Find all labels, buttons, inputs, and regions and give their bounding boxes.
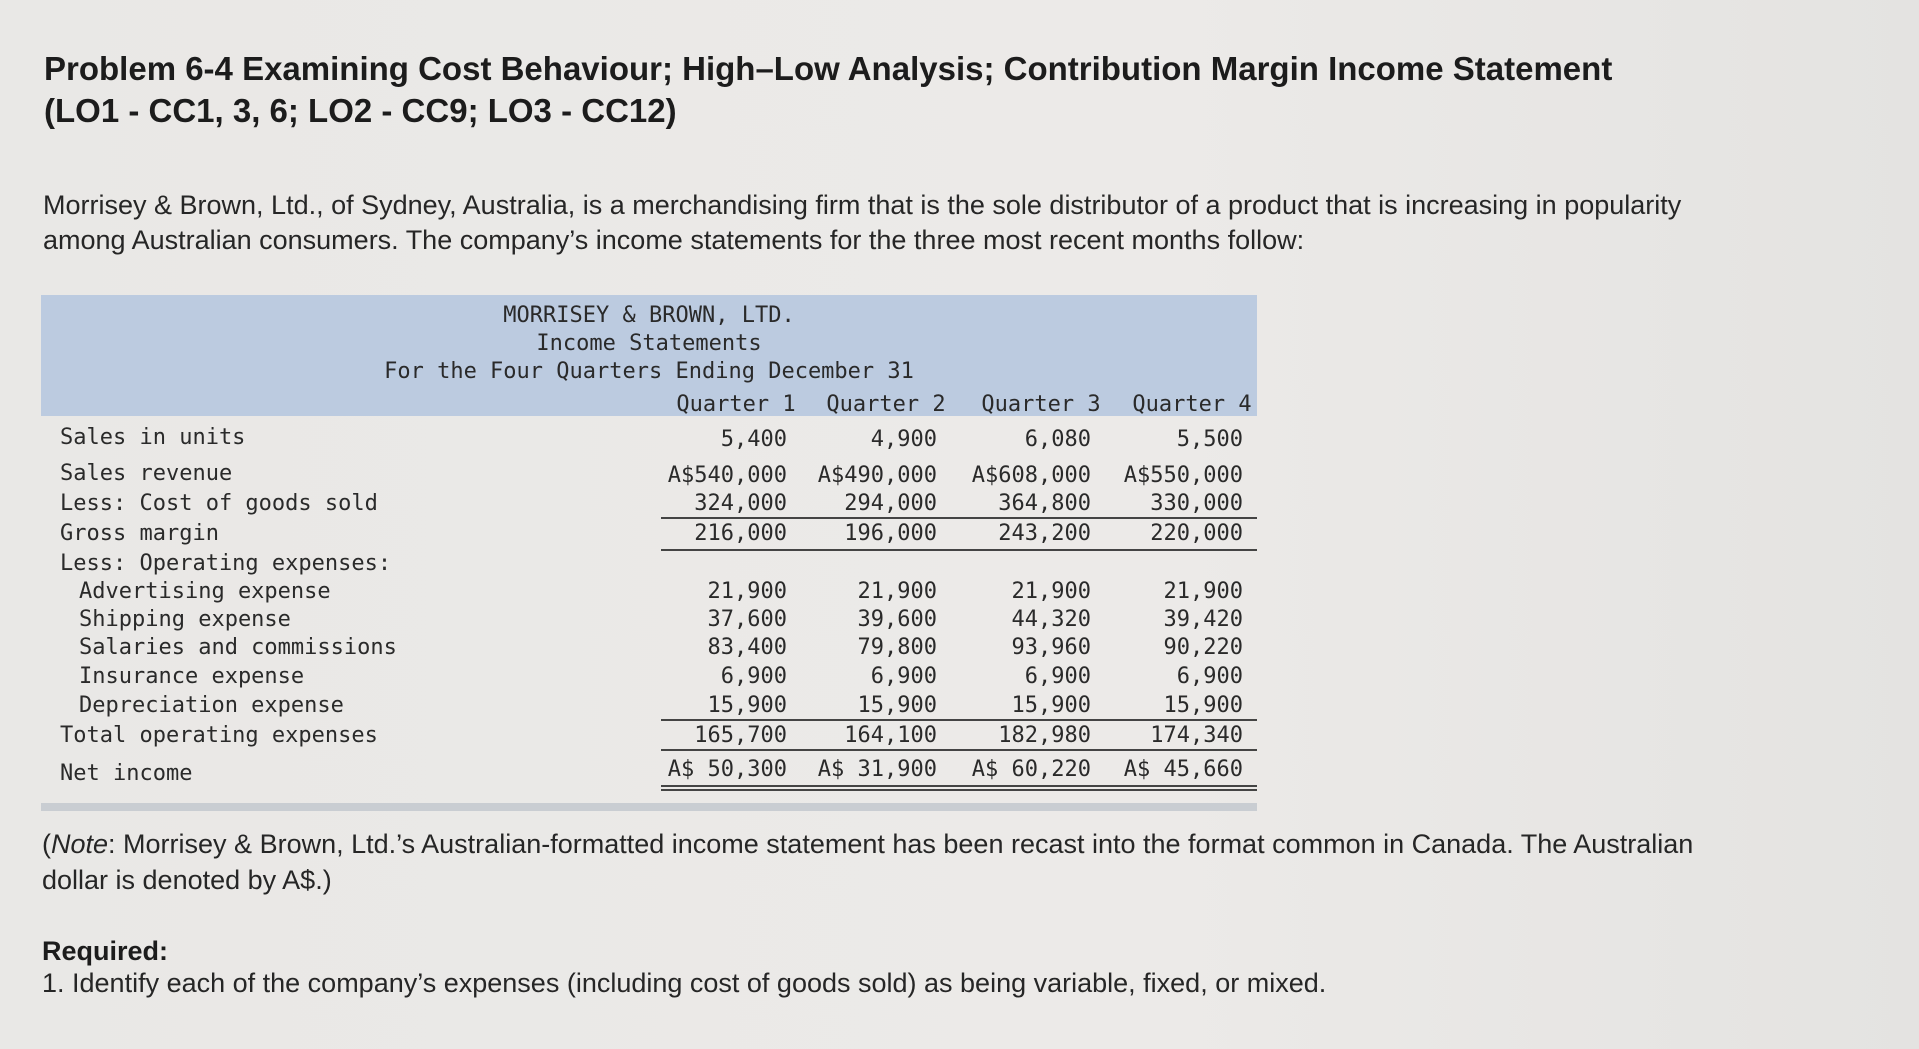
- table-cell: 182,980: [998, 723, 1091, 748]
- table-cell: 90,220: [1163, 635, 1243, 660]
- row-label-shipping: Shipping expense: [79, 607, 291, 632]
- table-cell: 4,900: [870, 427, 937, 452]
- required-item-1: 1. Identify each of the company’s expenses (including cost of goods sold) as being variable, fixed, or mixed.: [42, 968, 1327, 998]
- table-cell: 165,700: [694, 723, 787, 748]
- table-cell: 196,000: [844, 521, 937, 546]
- problem-title-line1: Problem 6-4 Examining Cost Behaviour; High–Low Analysis; Contribution Margin Income Statement: [44, 50, 1613, 87]
- table-cell: A$550,000: [1123, 463, 1243, 488]
- table-cell: 83,400: [707, 635, 787, 660]
- table-cell: 79,800: [857, 635, 937, 660]
- table-cell: 21,900: [707, 579, 787, 604]
- table-cell: 44,320: [1011, 607, 1091, 632]
- row-label-net-income: Net income: [60, 761, 193, 786]
- row-label-advertising: Advertising expense: [79, 579, 331, 604]
- row-label-salaries: Salaries and commissions: [79, 635, 397, 660]
- row-label-depreciation: Depreciation expense: [79, 693, 344, 718]
- note-text: : Morrisey & Brown, Ltd.’s Australian-formatted income statement has been recast into the format common in Canada. The Australian dollar is denoted by A$.): [42, 829, 1694, 895]
- table-cell: 15,900: [1011, 693, 1091, 718]
- table-cell: 6,900: [1024, 664, 1091, 689]
- table-cell: 15,900: [857, 693, 937, 718]
- table-cell: 216,000: [694, 521, 787, 546]
- statement-header: [41, 295, 1257, 416]
- column-header-q2: Quarter 2: [826, 392, 946, 417]
- required-heading: Required:: [42, 936, 169, 966]
- row-label-cogs: Less: Cost of goods sold: [60, 491, 378, 516]
- row-label-total-operating: Total operating expenses: [60, 723, 378, 748]
- table-cell: 243,200: [998, 521, 1091, 546]
- row-label-sales-units: Sales in units: [60, 425, 246, 450]
- table-cell: A$540,000: [667, 463, 787, 488]
- table-cell: 21,900: [1011, 579, 1091, 604]
- table-cell: 6,080: [1024, 427, 1091, 452]
- row-label-insurance: Insurance expense: [79, 664, 305, 689]
- note-italic-label: Note: [51, 829, 109, 859]
- row-label-operating-expenses: Less: Operating expenses:: [60, 551, 392, 576]
- table-cell: 5,400: [720, 427, 787, 452]
- table-cell: A$ 31,900: [817, 757, 937, 782]
- table-cell: 15,900: [707, 693, 787, 718]
- table-cell: A$ 60,220: [971, 757, 1091, 782]
- underline-gross-margin: [661, 549, 1257, 551]
- row-label-sales-revenue: Sales revenue: [60, 461, 233, 486]
- column-header-q1: Quarter 1: [676, 392, 796, 417]
- table-cell: 15,900: [1163, 693, 1243, 718]
- table-cell: 6,900: [870, 664, 937, 689]
- table-cell: 39,420: [1163, 607, 1243, 632]
- statement-name: Income Statements: [536, 331, 762, 356]
- double-underline-net-income: [661, 785, 1257, 791]
- table-cell: 93,960: [1011, 635, 1091, 660]
- problem-title-line2: (LO1 - CC1, 3, 6; LO2 - CC9; LO3 - CC12): [44, 92, 677, 129]
- table-cell: 220,000: [1150, 521, 1243, 546]
- table-cell: 6,900: [1176, 664, 1243, 689]
- table-cell: 39,600: [857, 607, 937, 632]
- table-cell: 5,500: [1176, 427, 1243, 452]
- table-cell: 21,900: [1163, 579, 1243, 604]
- table-cell: 364,800: [998, 491, 1091, 516]
- underline-depreciation: [661, 719, 1257, 721]
- table-cell: A$ 45,660: [1123, 757, 1243, 782]
- table-cell: A$608,000: [971, 463, 1091, 488]
- table-cell: 324,000: [694, 491, 787, 516]
- problem-intro: Morrisey & Brown, Ltd., of Sydney, Australia, is a merchandising firm that is the sole distributor of a product that is increasing in popularity among Australian consumers. The company’s income statements for the three most recent months follow:: [43, 190, 1682, 255]
- table-cell: 174,340: [1150, 723, 1243, 748]
- table-cell: A$ 50,300: [667, 757, 787, 782]
- underline-cogs: [661, 517, 1257, 519]
- problem-title: [44, 48, 1744, 132]
- row-label-gross-margin: Gross margin: [60, 521, 219, 546]
- table-cell: 37,600: [707, 607, 787, 632]
- note-paragraph: [42, 826, 1722, 898]
- column-header-q4: Quarter 4: [1132, 392, 1252, 417]
- statement-period: For the Four Quarters Ending December 31: [384, 359, 914, 384]
- income-statement-table: [41, 295, 1257, 807]
- table-cell: 6,900: [720, 664, 787, 689]
- table-bottom-border: [41, 803, 1257, 811]
- statement-company: MORRISEY & BROWN, LTD.: [503, 303, 795, 328]
- table-cell: 164,100: [844, 723, 937, 748]
- table-cell: 21,900: [857, 579, 937, 604]
- underline-total-operating: [661, 749, 1257, 751]
- table-cell: 330,000: [1150, 491, 1243, 516]
- table-cell: 294,000: [844, 491, 937, 516]
- table-cell: A$490,000: [817, 463, 937, 488]
- column-header-q3: Quarter 3: [981, 392, 1101, 417]
- note-prefix: (: [42, 829, 51, 859]
